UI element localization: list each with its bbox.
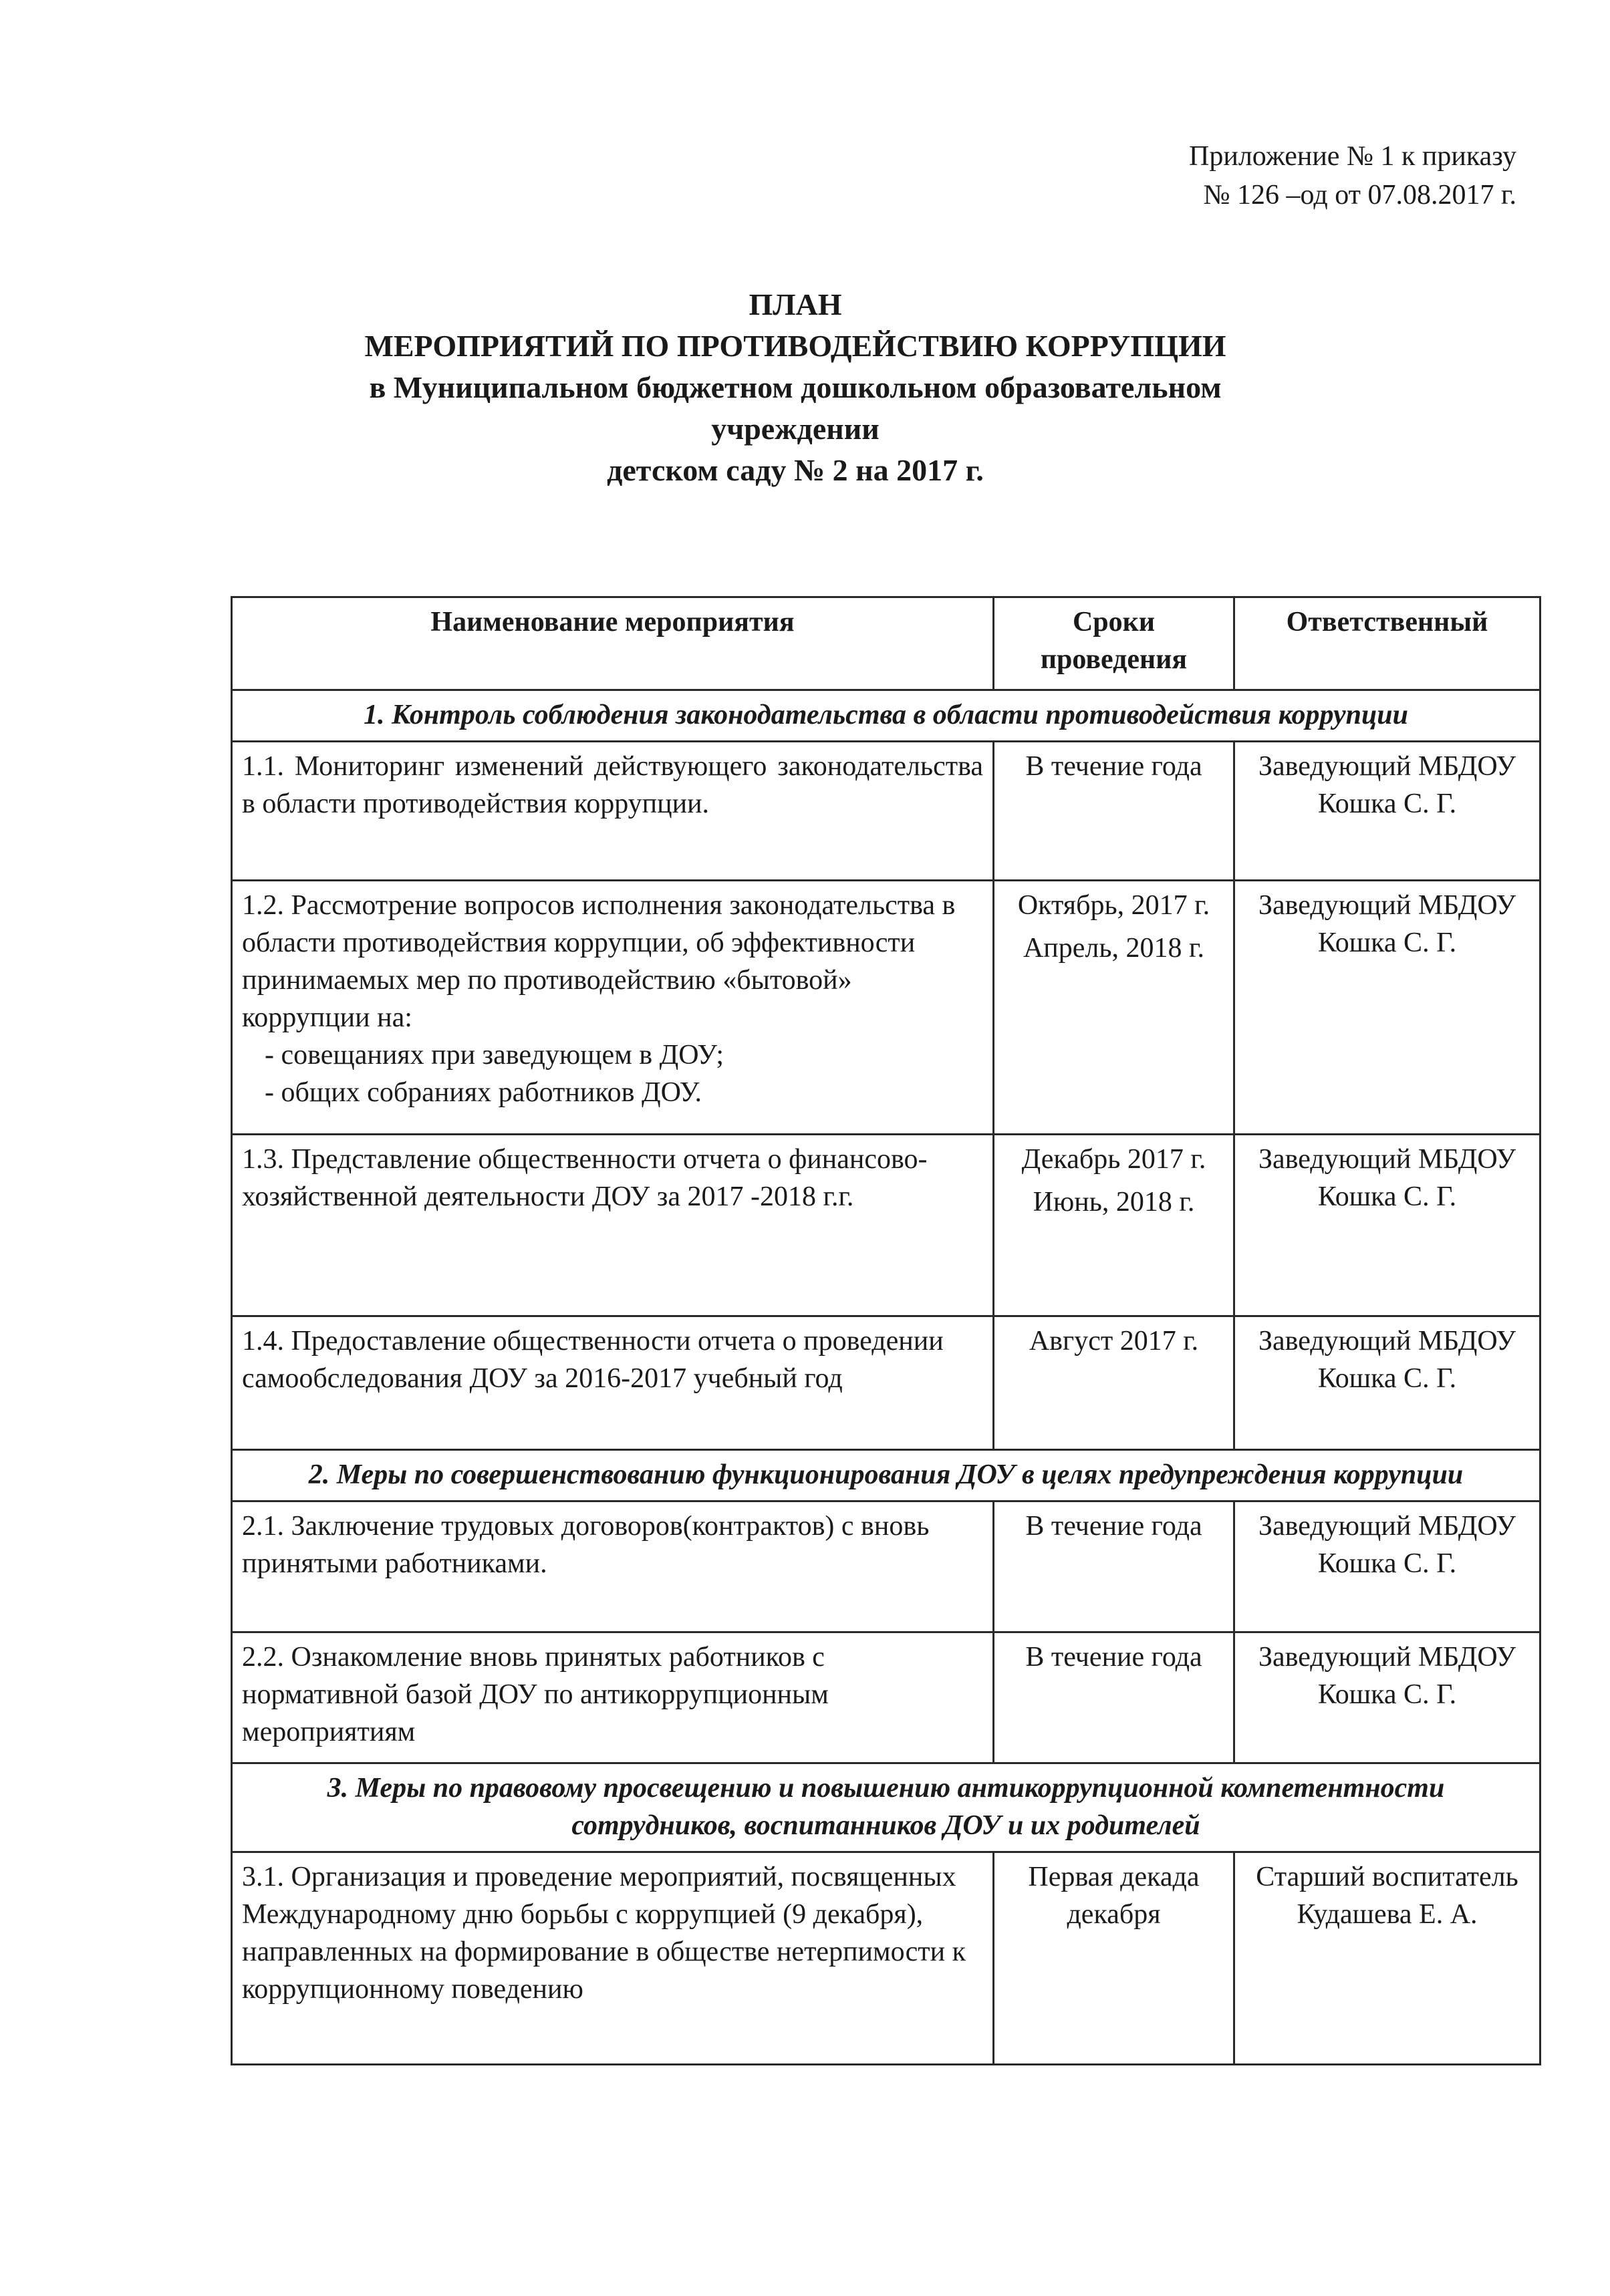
row-1-2-text: 1.2. Рассмотрение вопросов исполнения законодательства в области противодействия коррупции, об эффективности принимаемых мер по противодействию «бытовой» коррупции на: bbox=[242, 890, 956, 1033]
responsible-position: Заведующий МБДОУ bbox=[1258, 751, 1516, 782]
row-1-2-name bbox=[232, 881, 994, 1135]
table-row bbox=[232, 1501, 1540, 1632]
row-1-2-responsible bbox=[1234, 881, 1540, 1135]
table-row bbox=[232, 881, 1540, 1135]
responsible-person: Кудашева Е. А. bbox=[1297, 1899, 1478, 1930]
table-row bbox=[232, 1852, 1540, 2065]
responsible-person: Кошка С. Г. bbox=[1317, 927, 1457, 958]
row-2-1-name: 2.1. Заключение трудовых договоров(контрактов) с вновь принятыми работниками. bbox=[232, 1501, 994, 1632]
responsible-position: Заведующий МБДОУ bbox=[1258, 1511, 1516, 1542]
row-2-1-responsible bbox=[1234, 1501, 1540, 1632]
header-term: Сроки проведения bbox=[994, 597, 1234, 690]
responsible-position: Заведующий МБДОУ bbox=[1258, 1642, 1516, 1673]
row-1-1-term: В течение года bbox=[994, 742, 1234, 881]
table-row bbox=[232, 1135, 1540, 1316]
term-1: Октябрь, 2017 г. bbox=[1017, 890, 1210, 921]
row-1-4-name: 1.4. Предоставление общественности отчета о проведении самообследования ДОУ за 2016-2017 учебный год bbox=[232, 1316, 994, 1450]
section-row bbox=[232, 690, 1540, 742]
row-1-2-term bbox=[994, 881, 1234, 1135]
table-row bbox=[232, 1632, 1540, 1763]
responsible-person: Кошка С. Г. bbox=[1317, 1548, 1457, 1579]
title-line-2: МЕРОПРИЯТИЙ ПО ПРОТИВОДЕЙСТВИЮ КОРРУПЦИИ bbox=[364, 329, 1226, 363]
row-2-2-term: В течение года bbox=[994, 1632, 1234, 1763]
title-line-4: учреждении bbox=[711, 412, 880, 446]
row-1-3-term bbox=[994, 1135, 1234, 1316]
title-line-3: в Муниципальном бюджетном дошкольном образовательном bbox=[369, 370, 1222, 404]
table-row bbox=[232, 1316, 1540, 1450]
row-2-2-name: 2.2. Ознакомление вновь принятых работников с нормативной базой ДОУ по антикоррупционным мероприятиям bbox=[232, 1632, 994, 1763]
responsible-person: Кошка С. Г. bbox=[1317, 788, 1457, 819]
annex-line-2: № 126 –од от 07.08.2017 г. bbox=[1203, 180, 1516, 210]
row-1-3-name: 1.3. Представление общественности отчета о финансово-хозяйственной деятельности ДОУ за 2017 -2018 г.г. bbox=[232, 1135, 994, 1316]
section-3-title: 3. Меры по правовому просвещению и повышению антикоррупционной компетентности сотрудников, воспитанников ДОУ и их родителей bbox=[232, 1763, 1540, 1852]
section-1-title: 1. Контроль соблюдения законодательства в области противодействия коррупции bbox=[232, 690, 1540, 742]
row-1-1-name: 1.1. Мониторинг изменений действующего законодательства в области противодействия коррупции. bbox=[232, 742, 994, 881]
responsible-position: Старший воспитатель bbox=[1256, 1862, 1518, 1892]
row-1-1-responsible bbox=[1234, 742, 1540, 881]
term-2: Апрель, 2018 г. bbox=[1023, 933, 1205, 964]
row-3-1-responsible bbox=[1234, 1852, 1540, 2065]
responsible-position: Заведующий МБДОУ bbox=[1258, 1326, 1516, 1356]
title-line-5: детском саду № 2 на 2017 г. bbox=[607, 453, 984, 487]
row-3-1-name: 3.1. Организация и проведение мероприятий, посвященных Международному дню борьбы с коррупцией (9 декабря), направленных на формирование в обществе нетерпимости к коррупционному поведению bbox=[232, 1852, 994, 2065]
responsible-position: Заведующий МБДОУ bbox=[1258, 1144, 1516, 1175]
responsible-person: Кошка С. Г. bbox=[1317, 1363, 1457, 1394]
order-annex-reference bbox=[1189, 137, 1516, 214]
row-2-2-responsible bbox=[1234, 1632, 1540, 1763]
table-header-row bbox=[232, 597, 1540, 690]
responsible-person: Кошка С. Г. bbox=[1317, 1679, 1457, 1710]
responsible-position: Заведующий МБДОУ bbox=[1258, 890, 1516, 921]
header-responsible: Ответственный bbox=[1234, 597, 1540, 690]
section-row bbox=[232, 1763, 1540, 1852]
responsible-person: Кошка С. Г. bbox=[1317, 1181, 1457, 1212]
document-title bbox=[287, 284, 1303, 491]
row-1-2-item-1: - совещаниях при заведующем в ДОУ; bbox=[265, 1040, 724, 1070]
term-2: Июнь, 2018 г. bbox=[1033, 1187, 1195, 1217]
term-1: Декабрь 2017 г. bbox=[1021, 1144, 1206, 1175]
row-1-4-term: Август 2017 г. bbox=[994, 1316, 1234, 1450]
row-1-3-responsible bbox=[1234, 1135, 1540, 1316]
section-row bbox=[232, 1450, 1540, 1501]
header-name: Наименование мероприятия bbox=[232, 597, 994, 690]
plan-table bbox=[231, 596, 1541, 2065]
row-2-1-term: В течение года bbox=[994, 1501, 1234, 1632]
row-3-1-term: Первая декада декабря bbox=[994, 1852, 1234, 2065]
table-row bbox=[232, 742, 1540, 881]
section-2-title: 2. Меры по совершенствованию функционирования ДОУ в целях предупреждения коррупции bbox=[232, 1450, 1540, 1501]
title-line-1: ПЛАН bbox=[749, 287, 842, 321]
row-1-4-responsible bbox=[1234, 1316, 1540, 1450]
row-1-2-item-2: - общих собраниях работников ДОУ. bbox=[265, 1077, 702, 1108]
annex-line-1: Приложение № 1 к приказу bbox=[1189, 141, 1516, 172]
